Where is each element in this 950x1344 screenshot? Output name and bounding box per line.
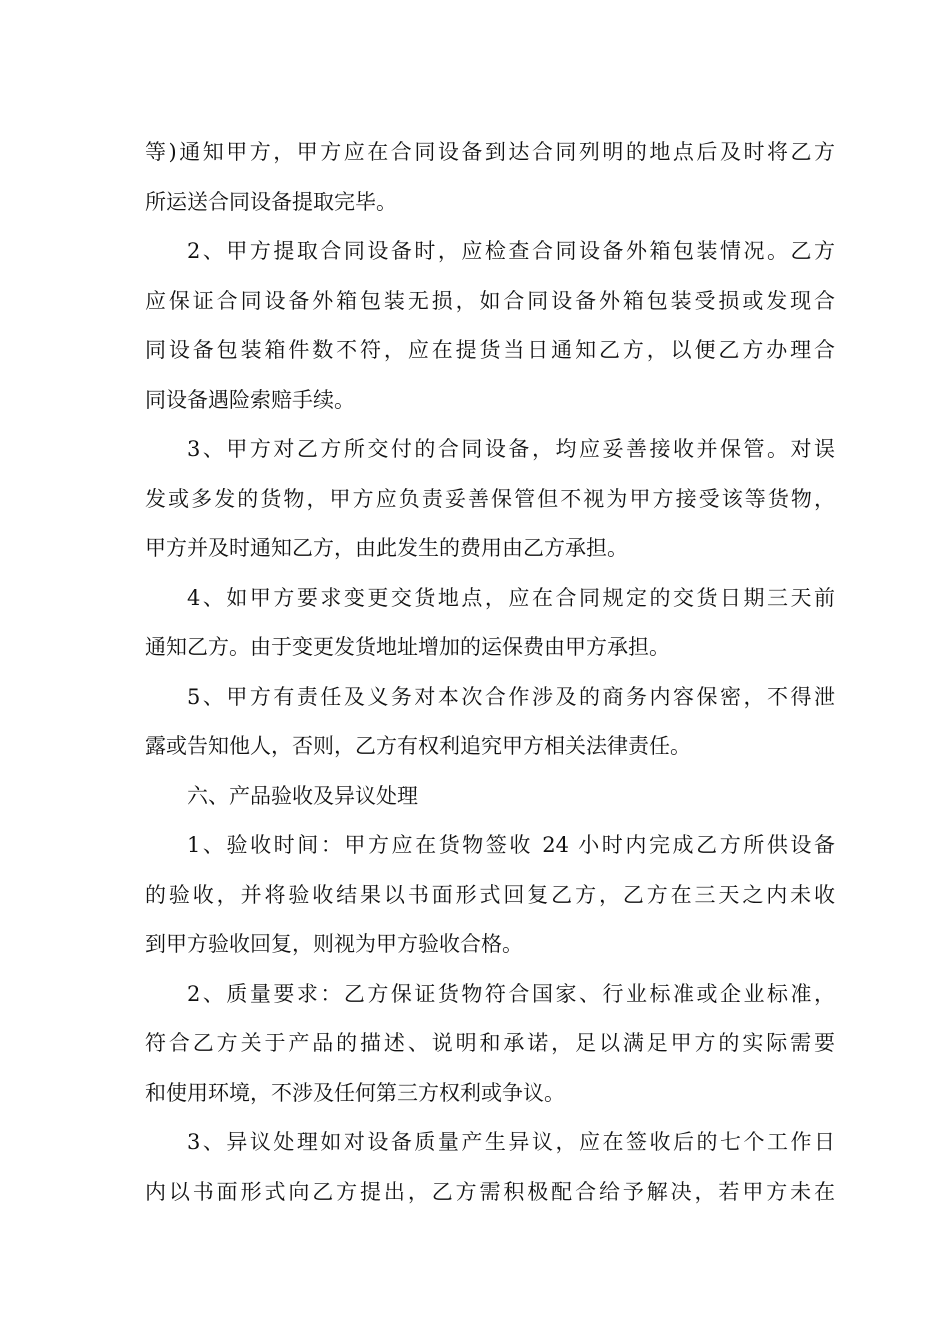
text-line: 应保证合同设备外箱包装无损，如合同设备外箱包装受损或发现合 [145, 288, 835, 313]
text-line: 3、异议处理如对设备质量产生异议，应在签收后的七个工作日 [187, 1130, 835, 1154]
text-line: 同设备包装箱件数不符，应在提货当日通知乙方，以便乙方办理合 [145, 338, 835, 362]
text-line: 2、质量要求：乙方保证货物符合国家、行业标准或企业标准， [187, 981, 835, 1006]
text-line: 2、甲方提取合同设备时，应检查合同设备外箱包装情况。乙方 [187, 239, 835, 263]
text-line: 发或多发的货物，甲方应负责妥善保管但不视为甲方接受该等货物， [145, 486, 835, 511]
text-line: 内以书面形式向乙方提出，乙方需积极配合给予解决，若甲方未在 [145, 1179, 835, 1204]
text-line: 5、甲方有责任及义务对本次合作涉及的商务内容保密，不得泄 [187, 684, 835, 709]
text-line: 通知乙方。由于变更发货地址增加的运保费由甲方承担。 [145, 635, 670, 659]
text-line: 等)通知甲方，甲方应在合同设备到达合同列明的地点后及时将乙方 [145, 140, 835, 164]
text-line: 甲方并及时通知乙方，由此发生的费用由乙方承担。 [145, 536, 628, 560]
text-line: 符合乙方关于产品的描述、说明和承诺，足以满足甲方的实际需要 [145, 1031, 835, 1055]
document-body [145, 128, 835, 1217]
text-line: 所运送合同设备提取完毕。 [145, 189, 397, 214]
text-line: 同设备遇险索赔手续。 [145, 387, 355, 412]
text-line: 露或告知他人，否则，乙方有权利追究甲方相关法律责任。 [145, 734, 691, 758]
text-line: 的验收，并将验收结果以书面形式回复乙方，乙方在三天之内未收 [145, 882, 835, 907]
text-line: 和使用环境，不涉及任何第三方权利或争议。 [145, 1080, 565, 1105]
text-line: 3、甲方对乙方所交付的合同设备，均应妥善接收并保管。对误 [187, 437, 835, 461]
section-heading: 六、产品验收及异议处理 [187, 783, 418, 808]
text-line: 4、如甲方要求变更交货地点，应在合同规定的交货日期三天前 [187, 585, 835, 610]
text-line: 1、验收时间：甲方应在货物签收 24 小时内完成乙方所供设备 [187, 833, 835, 857]
text-line: 到甲方验收回复，则视为甲方验收合格。 [145, 932, 523, 956]
